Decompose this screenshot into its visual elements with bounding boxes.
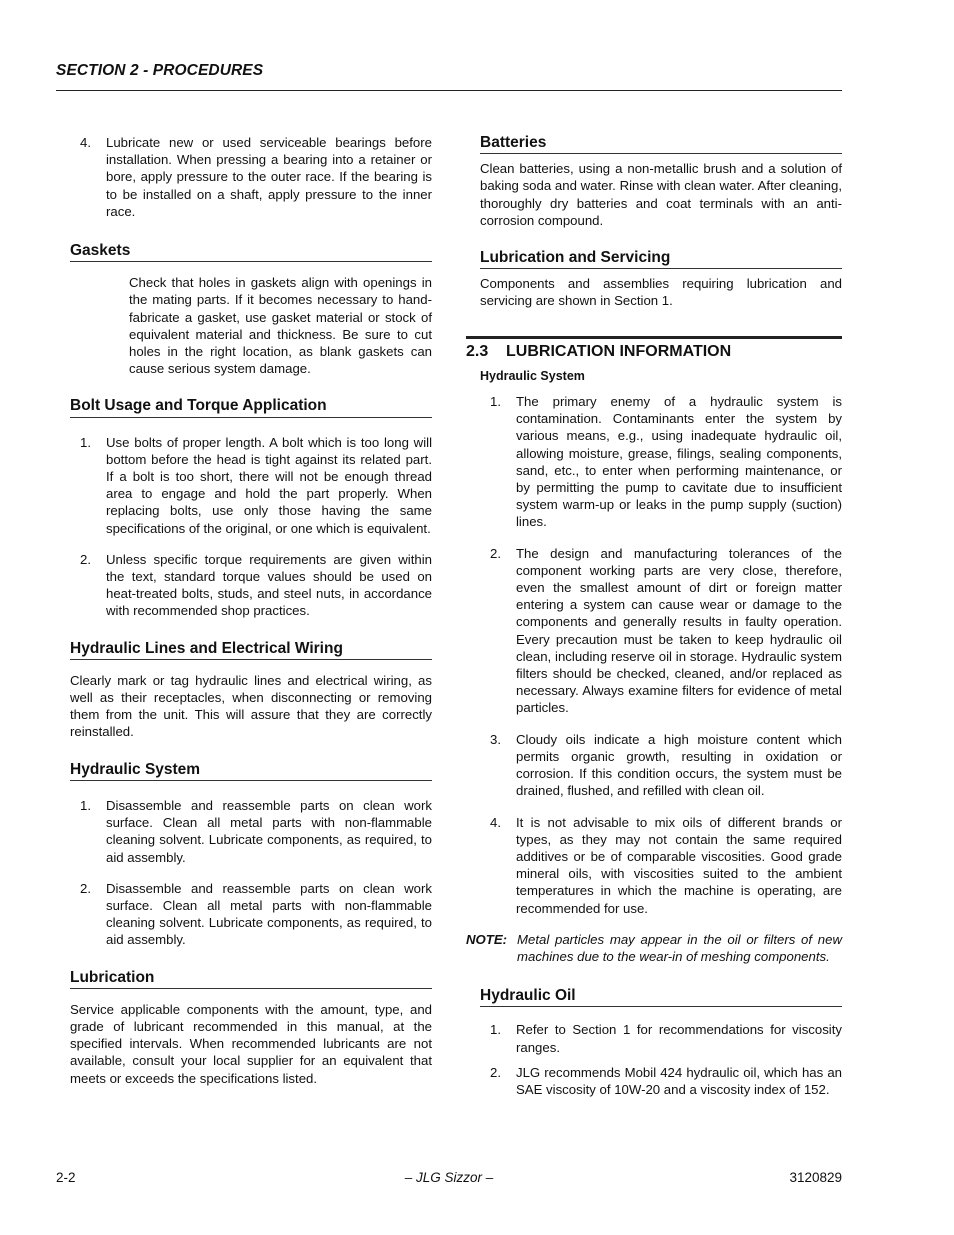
list-number: 1. (490, 1022, 501, 1038)
list-item (480, 393, 842, 531)
list-number: 4. (490, 814, 501, 830)
lubrication-heading: Lubrication (70, 969, 432, 989)
list-number: 2. (80, 880, 91, 896)
section-heading-text: LUBRICATION INFORMATION (506, 342, 732, 360)
right-column (466, 134, 842, 1112)
gaskets-text: Check that holes in gaskets align with openings in the mating parts. If it becomes necessary to hand-fabricate a gasket, use gasket material or stock of equivalent material and thickness. Be sure to cut holes in the right location, as blank gaskets can cause serious system damage. (129, 275, 432, 377)
hydraulic-lines-text: Clearly mark or tag hydraulic lines and electrical wiring, as well as their receptacles, when disconnecting or removing them from the unit. This will assure that they are correctly reinstalled. (70, 672, 432, 740)
list-item (70, 797, 432, 866)
list-number: 3. (490, 731, 501, 747)
list-text: Lubricate new or used serviceable bearings before installation. When pressing a bearing into a retainer or bore, apply pressure to the outer race. If the bearing is to be installed on a shaft, apply pressure to the inner race. (106, 135, 432, 219)
section-title: SECTION 2 - PROCEDURES (56, 62, 264, 79)
hydraulic-oil-list (480, 1021, 842, 1098)
list-number: 1. (490, 394, 501, 410)
list-item (70, 434, 432, 537)
list-text: Unless specific torque requirements are given within the text, standard torque values should be used on heat-treated bolts, studs, and steel nuts, in accordance with recommended shop practices. (106, 551, 432, 619)
list-item (480, 731, 842, 800)
list-text: Use bolts of proper length. A bolt which is too long will bottom before the head is tight against its related part. If a bolt is too short, there will not be enough thread area to engage and hold the part properly. When replacing bolts, use only those having the same specifications of the original, or one which is equivalent. (106, 434, 432, 536)
list-number: 2. (490, 1064, 501, 1080)
list-item (480, 1021, 842, 1055)
bolts-list (70, 434, 432, 620)
list-text: Refer to Section 1 for recommendations for viscosity ranges. (516, 1022, 842, 1055)
list-number: 1. (80, 434, 91, 450)
list-text: Disassemble and reassemble parts on clean work surface. Clean all metal parts with non-flammable cleaning solvent. Lubricate components, as required, to aid assembly. (106, 797, 432, 865)
list-item (70, 551, 432, 620)
hydraulic-system-list (70, 797, 432, 949)
list-number: 4. (80, 135, 91, 150)
note-label: NOTE: (466, 931, 508, 947)
page-header (56, 62, 842, 91)
list-text: Cloudy oils indicate a high moisture content which permits organic growth, resulting in oxidation or corrosion. If this condition occurs, the system must be drained, flushed, and refilled with clean oil. (516, 731, 842, 799)
note (466, 931, 842, 965)
list-item (480, 545, 842, 717)
section-number: 2.3 (466, 342, 489, 360)
list-text: Disassemble and reassemble parts on clean work surface. Clean all metal parts with non-flammable cleaning solvent. Lubricate components, as required, to aid assembly. (106, 880, 432, 948)
batteries-heading: Batteries (480, 134, 842, 154)
list-item (70, 880, 432, 949)
batteries-text: Clean batteries, using a non-metallic brush and a solution of baking soda and water. Rinse with clean water. After cleaning, thoroughly dry batteries and coat terminals with an anti-corrosion compound. (480, 161, 842, 228)
page-number: 2-2 (56, 1170, 76, 1185)
document-number: 3120829 (789, 1170, 842, 1185)
hydraulic-oil-heading: Hydraulic Oil (480, 987, 842, 1007)
list-item (480, 814, 842, 917)
note-text: Metal particles may appear in the oil or filters of new machines due to the wear-in of meshing components. (517, 931, 842, 964)
list-number: 2. (80, 551, 91, 567)
lube-info-list (480, 393, 842, 917)
list-number: 2. (490, 545, 501, 561)
hydraulic-lines-heading: Hydraulic Lines and Electrical Wiring (70, 640, 432, 660)
list-item (480, 1064, 842, 1098)
section-2-3-heading (466, 336, 842, 360)
hydraulic-system-subheading: Hydraulic System (480, 368, 585, 383)
lubrication-text: Service applicable components with the amount, type, and grade of lubricant recommended in this manual, at the specified intervals. When recommended lubricants are not available, consult your local supplier for an equivalent that meets or exceeds the specifications listed. (70, 1001, 432, 1086)
list-number: 1. (80, 797, 91, 813)
list-text: It is not advisable to mix oils of different brands or types, as they may not contain the same required additives or be of comparable viscosities. Good grade mineral oils, with viscosities suited to the ambient temperatures in which the machine is operating, are recommended for use. (516, 814, 842, 916)
left-column (70, 134, 432, 1101)
list-item (70, 134, 432, 220)
list-text: JLG recommends Mobil 424 hydraulic oil, which has an SAE viscosity of 10W-20 and a viscosity index of 152. (516, 1064, 842, 1097)
footer-title: – JLG Sizzor – (404, 1170, 494, 1185)
gaskets-heading: Gaskets (70, 242, 432, 262)
bolts-heading: Bolt Usage and Torque Application (70, 397, 432, 417)
hydraulic-system-heading: Hydraulic System (70, 761, 432, 781)
lube-servicing-heading: Lubrication and Servicing (480, 249, 842, 269)
list-text: The primary enemy of a hydraulic system is contamination. Contaminants enter the system by various means, e.g., using inadequate hydraulic oil, allowing moisture, grease, filings, sealing components, sand, etc., to enter when performing maintenance, or by permitting the pump to cavitate due to insufficient system warm-up or leaks in the pump supply (suction) lines. (516, 394, 842, 530)
list-text: The design and manufacturing tolerances of the component working parts are very close, therefore, even the smallest amount of dirt or foreign matter entering a system can cause wear or damage to the components and generally results in faulty operation. Every precaution must be taken to keep hydraulic oil clean, including reserve oil in storage. Hydraulic system filters should be checked, cleaned, and/or replaced as necessary. Always examine filters for evidence of metal particles. (516, 545, 842, 716)
lube-servicing-text: Components and assemblies requiring lubrication and servicing are shown in Section 1. (480, 276, 842, 309)
